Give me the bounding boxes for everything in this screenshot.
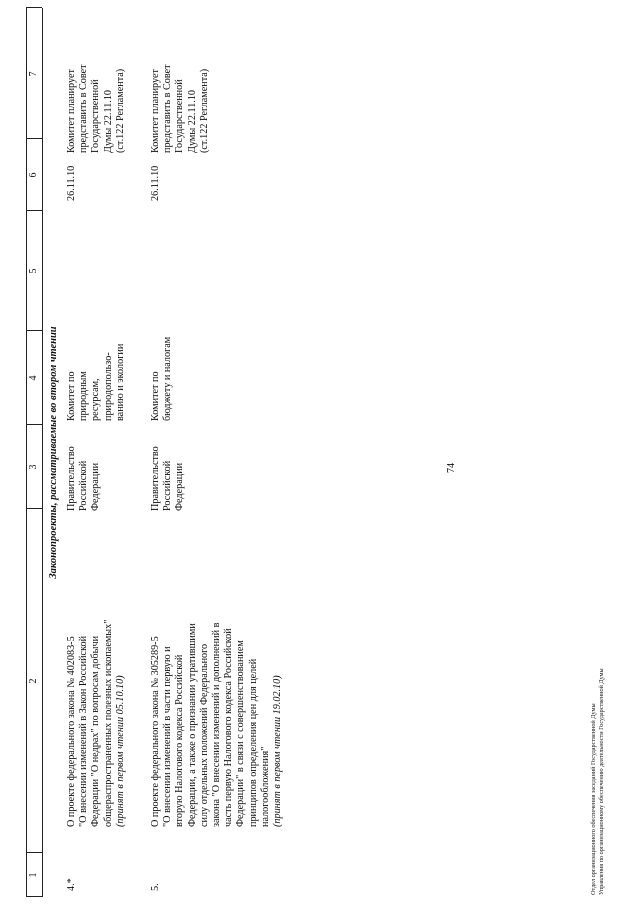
text-line: Государственной [174, 79, 186, 153]
text-line: часть первую Налогового кодекса Российской [223, 628, 235, 827]
text-line: О проекте федерального закона № 305289-5 [150, 636, 161, 827]
text-line: ванию и экологии [114, 343, 126, 421]
page-number: 74 [446, 463, 457, 473]
text-line: Российской [162, 460, 174, 511]
row-number: 4.* [66, 878, 77, 891]
footer-line: Управления по организационному обеспечению деятельности Государственной Думы [598, 668, 605, 895]
bill-title [150, 507, 284, 827]
header-bottom-border [42, 8, 43, 897]
text-line: бюджету и налогам [162, 336, 174, 421]
initiator [150, 446, 187, 511]
text-line: Федерации [90, 462, 102, 511]
text-line: Правительство [150, 446, 161, 511]
text-line: природопользо- [102, 352, 114, 421]
text-line: Федерации [174, 462, 186, 511]
text-line: природным [78, 371, 90, 421]
column-divider [26, 210, 42, 211]
note [150, 64, 211, 153]
text-line: "О внесении изменений в Закон Российской [78, 635, 90, 827]
text-line: представить в Совет [162, 64, 174, 153]
column-divider [26, 138, 42, 139]
column-divider [26, 330, 42, 331]
column-number: 4 [28, 375, 39, 381]
text-line: ресурсам, [90, 378, 102, 421]
column-number: 5 [28, 268, 39, 274]
column-divider [26, 852, 42, 853]
column-divider [26, 7, 42, 8]
row-number: 5. [150, 883, 161, 891]
text-line: "О внесении изменений в части первую и [162, 646, 174, 827]
date: 26.11.10 [66, 165, 77, 201]
text-line: Федерации "О недрах" по вопросам добычи [90, 635, 102, 827]
committee [150, 337, 174, 421]
column-number: 2 [28, 678, 39, 684]
text-line: Думы 22.11.10 [186, 89, 198, 153]
date: 26.11.10 [150, 165, 161, 201]
column-number: 3 [28, 464, 39, 470]
text-line: силу отдельных положений Федерального [198, 643, 210, 827]
committee [66, 344, 127, 421]
text-line: налогообложения" [259, 746, 271, 827]
text-line: общераспространенных полезных ископаемых" [102, 619, 114, 827]
text-line: представить в Совет [78, 64, 90, 153]
column-number: 1 [28, 872, 39, 878]
text-line: (ст.122 Регламента) [114, 68, 126, 153]
column-number: 6 [28, 172, 39, 178]
bill-title [66, 511, 127, 827]
text-line: Федерации" в связи с совершенствованием [235, 640, 247, 827]
section-title: Законопроекты, рассматриваемые во втором чтении [48, 326, 59, 579]
text-line: Думы 22.11.10 [102, 89, 114, 153]
text-line: (ст.122 Регламента) [198, 68, 210, 153]
text-line: Комитет планирует [150, 69, 161, 153]
initiator [66, 446, 103, 511]
table-top-border [26, 8, 27, 897]
footer-line: Отдел организационного обеспечения заседаний Государственной Думы [590, 703, 597, 895]
text-line: вторую Налогового кодекса Российской [174, 654, 186, 827]
text-line: Комитет по [66, 371, 77, 421]
text-line: О проекте федерального закона № 402083-5 [66, 636, 77, 827]
text-line: Федерации, а также о признании утратившими [186, 623, 198, 827]
text-line: Комитет по [150, 371, 161, 421]
text-line: Государственной [90, 79, 102, 153]
column-divider [26, 508, 42, 509]
text-line: Комитет планирует [66, 69, 77, 153]
text-line: закона "О внесении изменений и дополнений в [211, 622, 223, 827]
column-divider [26, 424, 42, 425]
column-number: 7 [28, 71, 39, 77]
reading-status: (принят в первом чтении 05.10.10) [114, 675, 126, 827]
text-line: Российской [78, 460, 90, 511]
reading-status: (принят в первом чтении 19.02.10) [272, 675, 284, 827]
note [66, 64, 127, 153]
text-line: принципов определения цен для целей [247, 658, 259, 827]
footer [590, 668, 606, 895]
text-line: Правительство [66, 446, 77, 511]
column-divider [26, 896, 42, 897]
